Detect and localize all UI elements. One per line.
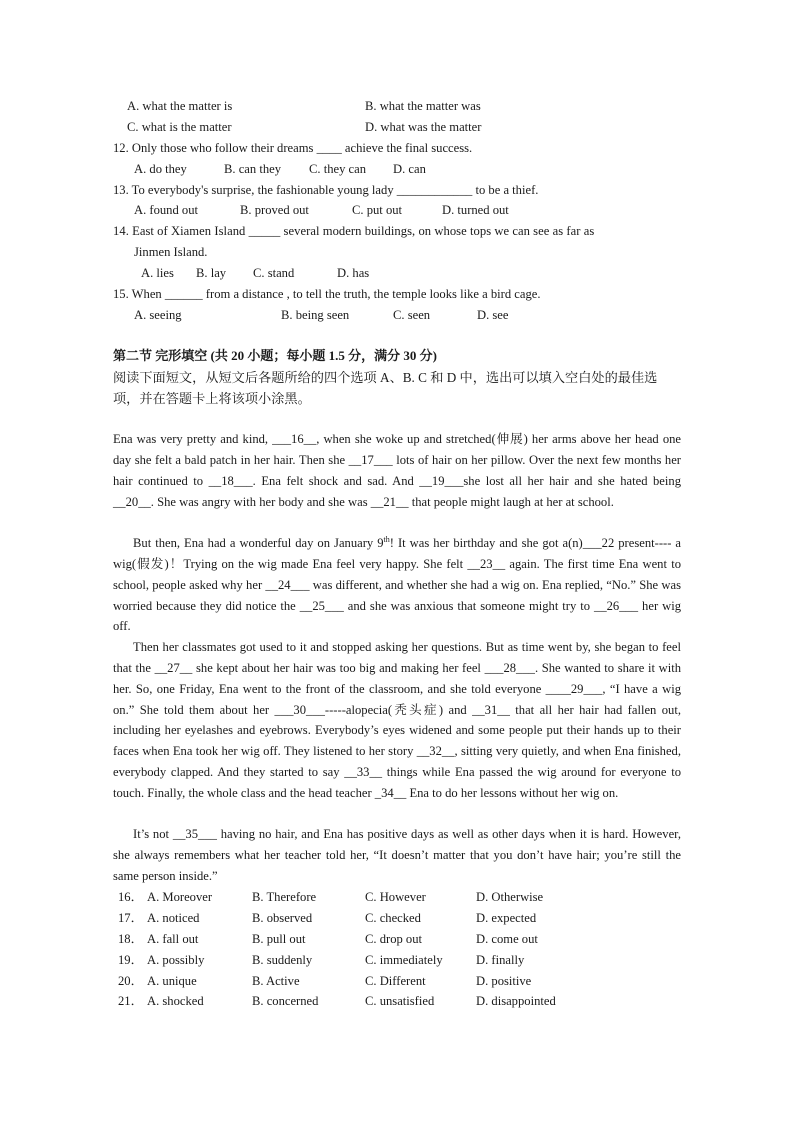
q14-option-a: A. lies [141,266,174,280]
option-b: B. observed [252,910,313,925]
q15-option-a: A. seeing [134,308,182,322]
option-b: B. suddenly [252,952,313,967]
question-number: 16． [118,890,144,904]
option-c: C. drop out [365,931,423,946]
passage-paragraph-2: But then, Ena had a wonderful day on January 9th! It was her birthday and she got a(n)___22 present---- a wig(假发)！Trying on the wig made Ena feel very happy. She felt __23__ again. The first time Ena went to school, people asked why her __24___ was different, and whether she had a wig on. Ena replied, “No.” She was worried because they did notice the __25___ and she was anxious that someone might try to __26___ her wig off. [113,534,682,634]
q11-option-c: C. what is the matter [127,120,232,134]
option-a: A. shocked [147,994,204,1009]
q15-option-d: D. see [477,308,509,322]
option-c: C. unsatisfied [365,994,435,1009]
q12-option-c: C. they can [309,162,367,176]
option-b: B. Active [252,973,300,988]
q11-option-d: D. what was the matter [365,120,482,134]
q15-option-c: C. seen [393,308,431,322]
passage-paragraph-1: Ena was very pretty and kind, ___16__, when she woke up and stretched(伸展) her arms above her head one day she felt a bald patch in her hair. Then she __17___ lots of hair on her pillow. Over the next few months her hair continued to __18___. Ena felt shock and sad. And __19___she lost all her hair and she hated being __20__. She was angry with her body and she was __21__ that people might laugh at her at school. [113,432,681,509]
q13-stem: 13. To everybody's surprise, the fashionable young lady ____________ to be a thief. [113,183,539,197]
q13-option-d: D. turned out [442,203,509,217]
q13-option-c: C. put out [352,203,403,217]
option-a: A. possibly [147,952,205,967]
section-instruction: 阅读下面短文，从短文后各题所给的四个选项 A、B. C 和 D 中，选出可以填入空白处的最佳选项，并在答题卡上将该项小涂黑。 [113,370,658,406]
option-a: A. Moreover [147,890,213,904]
passage-paragraph-4: It’s not __35___ having no hair, and Ena has positive days as well as other days when it is hard. However, she always remembers what her teacher told her, “It doesn’t matter that you don’t have hair; you’re still the same person inside.” [113,827,681,883]
option-a: A. unique [147,973,197,988]
option-d: D. disappointed [476,994,556,1009]
option-b: B. Therefore [252,890,317,904]
q15-stem: 15. When ______ from a distance , to tell the truth, the temple looks like a bird cage. [113,287,541,301]
q14-option-b: B. lay [196,266,227,280]
passage-paragraph-3: Then her classmates got used to it and stopped asking her questions. But as time went by, she began to feel that the __27__ she kept about her hair was too big and making her feel ___28___. She wanted to share it with her. So, one Friday, Ena went to the front of the classroom, and she told everyone ____29___, “I have a wig on.” She told them about her ___30___-----alopecia(秃头症) and __31__ that all her hair had fallen out, including her eyelashes and eyebrows. Everybody’s eyes widened and some people put their hands up to their faces when Ena took her wig off. They listened to her story __32__, sitting very quietly, and when Ena finished, everybody clapped. And they started to say __33__ things while Ena passed the wig around for everyone to touch. Finally, the whole class and the head teacher _34__ Ena to do her lessons without her wig on. [113,640,681,800]
q12-option-a: A. do they [134,162,187,176]
section-title: 第二节 完形填空 (共 20 小题；每小题 1.5 分，满分 30 分) [113,348,437,363]
q11-option-a: A. what the matter is [127,99,233,113]
q13-option-b: B. proved out [240,203,309,217]
q12-stem: 12. Only those who follow their dreams ____ achieve the final success. [113,141,473,155]
option-c: C. Different [365,973,426,988]
question-number: 21． [118,994,144,1009]
option-d: D. come out [476,931,538,946]
question-number: 17． [118,910,144,925]
option-b: B. pull out [252,931,306,946]
q13-option-a: A. found out [134,203,199,217]
option-d: D. positive [476,973,532,988]
q15-option-b: B. being seen [281,308,350,322]
q14-option-c: C. stand [253,266,295,280]
q14-stem-line2: Jinmen Island. [134,245,208,259]
question-number: 20． [118,973,144,988]
option-c: C. immediately [365,952,443,967]
option-d: D. expected [476,910,537,925]
option-c: C. checked [365,910,421,925]
option-d: D. finally [476,952,525,967]
q12-option-d: D. can [393,162,426,176]
option-d: D. Otherwise [476,890,544,904]
option-a: A. noticed [147,910,200,925]
q14-option-d: D. has [337,266,370,280]
q14-stem-line1: 14. East of Xiamen Island _____ several modern buildings, on whose tops we can see as far as [113,224,595,238]
q12-option-b: B. can they [224,162,282,176]
question-number: 19． [118,952,144,967]
q11-option-b: B. what the matter was [365,99,481,113]
option-c: C. However [365,890,426,904]
question-number: 18． [118,931,144,946]
option-a: A. fall out [147,931,199,946]
option-b: B. concerned [252,994,319,1009]
